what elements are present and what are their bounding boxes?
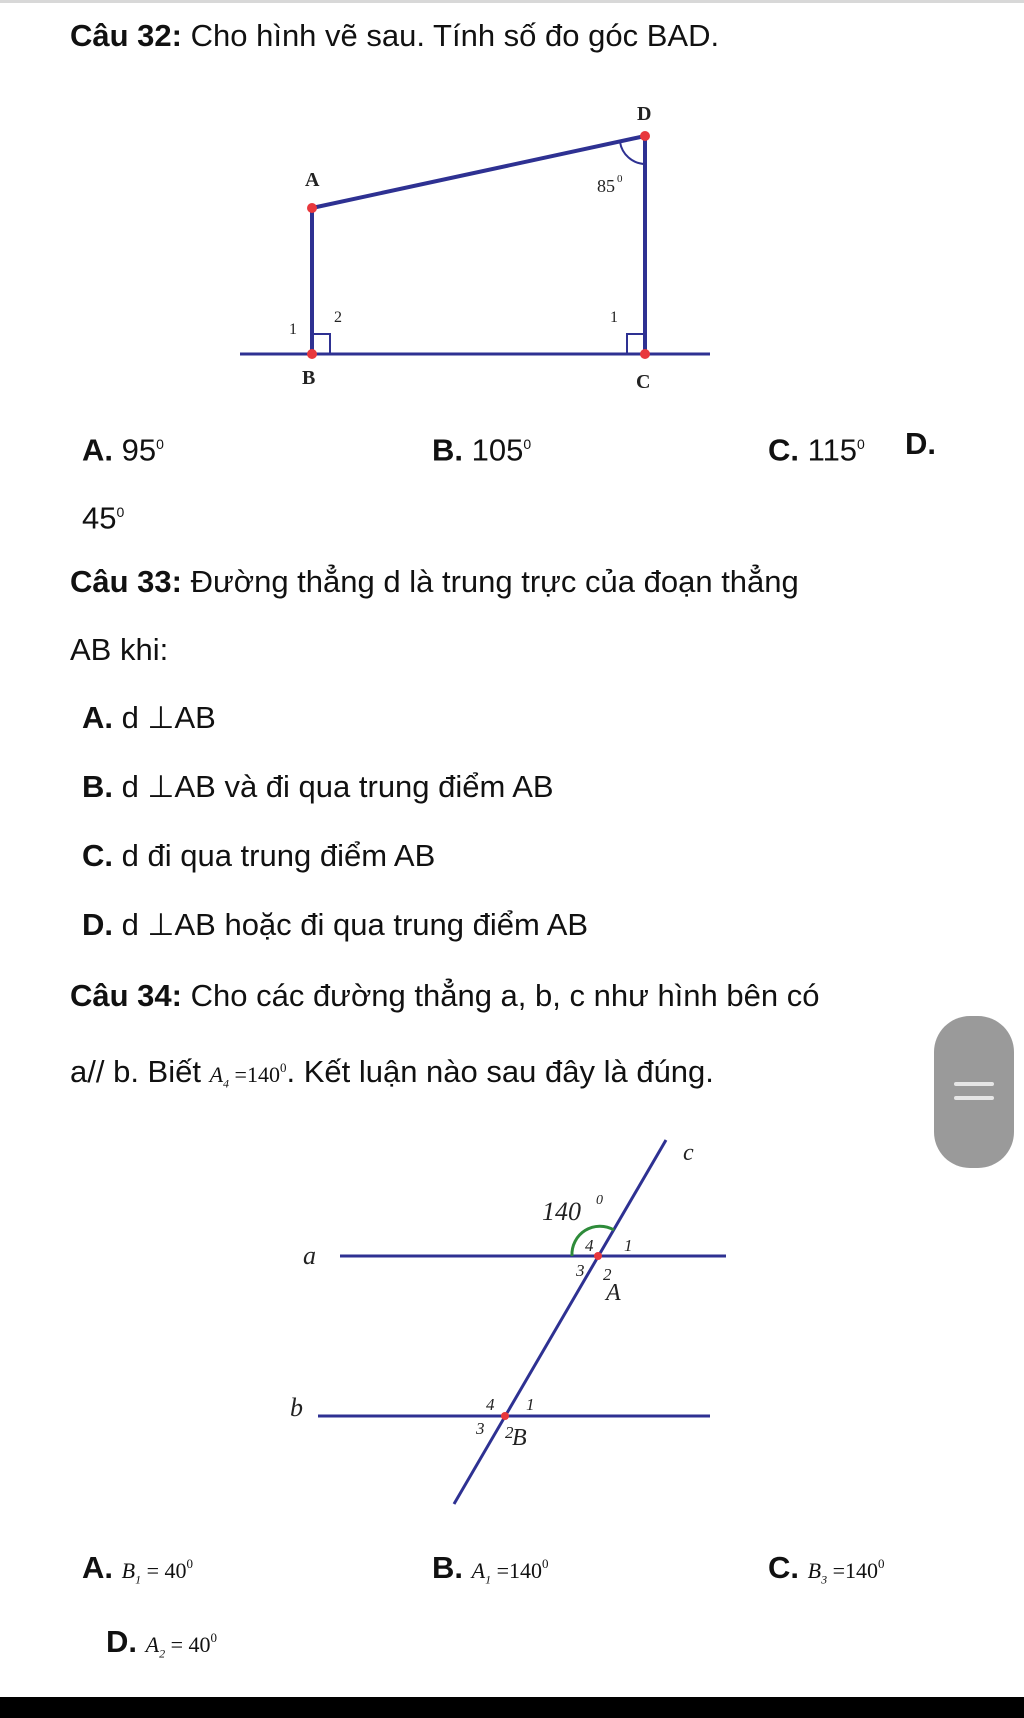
q32-option-d-value: 45 [82, 500, 117, 536]
q34-option-d-eq: = 40 [170, 1632, 211, 1657]
q34-option-d[interactable] [106, 1620, 217, 1671]
q32-option-c-value: 115 [807, 432, 858, 468]
q34-angle-value: 140 [542, 1197, 581, 1226]
q32-label-d: D [637, 103, 652, 125]
q34-point-label-b: B [512, 1425, 527, 1451]
q32-option-b-letter: B. [432, 432, 463, 468]
top-divider [0, 0, 1024, 3]
q34-mark-b2: 2 [505, 1423, 514, 1442]
q34-option-b-math [471, 1556, 549, 1587]
q32-option-b[interactable] [432, 426, 531, 468]
q32-option-a-letter: A. [82, 432, 113, 468]
q34-option-c-math [807, 1556, 885, 1587]
q33-option-a-text: d ⊥AB [121, 700, 216, 735]
q34-label-a: a [303, 1241, 316, 1270]
q32-mark-c1: 1 [610, 309, 618, 326]
q33-title-line1 [70, 564, 799, 600]
q32-point-c [640, 349, 650, 359]
q32-point-b [307, 349, 317, 359]
q34-option-b[interactable] [432, 1546, 549, 1597]
q32-option-b-sup: 0 [523, 436, 532, 452]
q33-text-line1: Đường thẳng d là trung trực của đoạn thẳng [190, 564, 799, 599]
q34-mark-a2: 2 [603, 1265, 612, 1284]
q33-option-c-letter: C. [82, 838, 113, 873]
q33-option-d-letter: D. [82, 907, 113, 942]
q34-figure [0, 1120, 1024, 1520]
q34-mark-a3: 3 [576, 1261, 585, 1280]
q32-mark-b2: 2 [334, 309, 342, 326]
q34-given-var: A [209, 1062, 224, 1087]
q32-mark-b1: 1 [289, 321, 297, 338]
q34-text-line1: Cho các đường thẳng a, b, c như hình bên có [190, 978, 820, 1013]
q32-option-d[interactable] [905, 426, 936, 462]
q32-number: Câu 32: [70, 18, 182, 53]
q34-option-d-math [145, 1630, 217, 1661]
q32-label-b: B [302, 367, 316, 389]
q34-option-d-var: A [145, 1632, 160, 1657]
q32-label-a: A [305, 169, 320, 191]
q32-option-a-value: 95 [121, 432, 157, 468]
q32-option-d-letter: D. [905, 426, 936, 461]
q32-option-b-value: 105 [471, 432, 524, 468]
q34-option-b-eq: =140 [496, 1558, 542, 1583]
q34-text-line2-pre: a// b. Biết [70, 1054, 201, 1089]
q34-option-b-sup: 0 [542, 1556, 549, 1571]
q34-given-angle [209, 1060, 287, 1091]
drag-handle-icon-line2 [954, 1096, 994, 1100]
q34-option-c-sub: 3 [821, 1572, 828, 1587]
q33-option-b-letter: B. [82, 769, 113, 804]
q34-given-sup: 0 [279, 1060, 287, 1075]
q34-option-c[interactable] [768, 1546, 885, 1597]
q34-option-c-sup: 0 [878, 1556, 885, 1571]
q34-option-a[interactable] [82, 1546, 193, 1597]
bottom-system-bar [0, 1697, 1024, 1718]
q32-text: Cho hình vẽ sau. Tính số đo góc BAD. [190, 18, 720, 53]
q33-option-d-text: d ⊥AB hoặc đi qua trung điểm AB [121, 907, 589, 942]
q34-option-c-var: B [807, 1558, 822, 1583]
q32-option-d-sup: 0 [116, 504, 125, 520]
q33-option-c[interactable] [82, 838, 435, 874]
q33-number: Câu 33: [70, 564, 182, 599]
scrollbar-handle[interactable] [934, 1016, 1014, 1168]
q33-option-c-text: d đi qua trung điểm AB [121, 838, 436, 873]
q34-angle-sup: 0 [596, 1193, 603, 1208]
q33-option-b[interactable] [82, 769, 554, 805]
q33-option-a-letter: A. [82, 700, 113, 735]
q32-option-a[interactable] [82, 426, 164, 468]
q34-line-c [454, 1140, 666, 1504]
q34-option-d-sub: 2 [159, 1646, 166, 1661]
q34-option-b-sub: 1 [485, 1572, 492, 1587]
q32-label-c: C [636, 371, 651, 393]
q34-mark-b4: 4 [486, 1395, 495, 1414]
q34-given-sub: 4 [223, 1076, 230, 1091]
q32-option-a-sup: 0 [156, 436, 164, 452]
q34-mark-b1: 1 [526, 1395, 535, 1414]
q34-option-d-letter: D. [106, 1624, 137, 1659]
q34-option-c-letter: C. [768, 1550, 799, 1585]
q34-label-b: b [290, 1393, 303, 1422]
q32-point-a [307, 203, 317, 213]
q32-angle-d-sup: 0 [617, 173, 623, 185]
q34-mark-a4: 4 [585, 1236, 594, 1255]
q34-option-b-letter: B. [432, 1550, 463, 1585]
q32-point-d [640, 131, 650, 141]
q33-option-b-text: d ⊥AB và đi qua trung điểm AB [121, 769, 554, 804]
q34-mark-b3: 3 [476, 1419, 485, 1438]
q33-option-d[interactable] [82, 907, 588, 943]
q34-text-line2-post: . Kết luận nào sau đây là đúng. [286, 1054, 714, 1089]
q34-option-b-var: A [471, 1558, 486, 1583]
q34-option-d-sup: 0 [210, 1630, 217, 1645]
q34-label-c: c [683, 1140, 694, 1166]
q32-angle-arc-d [620, 142, 645, 164]
q34-option-a-sub: 1 [135, 1572, 142, 1587]
q32-option-d-value-line[interactable] [82, 494, 124, 536]
q34-title-line1 [70, 978, 819, 1014]
q32-figure [0, 90, 1024, 410]
q34-option-a-sup: 0 [186, 1556, 193, 1571]
q32-title [70, 18, 719, 54]
q34-option-a-math [121, 1556, 193, 1587]
q32-option-c[interactable] [768, 426, 865, 468]
q34-option-a-letter: A. [82, 1550, 113, 1585]
q34-option-a-eq: = 40 [146, 1558, 187, 1583]
q32-angle-d-value: 85 [597, 176, 615, 196]
q34-point-a [594, 1252, 602, 1260]
q33-text-line2: AB khi: [70, 632, 169, 667]
q32-option-c-letter: C. [768, 432, 799, 468]
drag-handle-icon [954, 1082, 994, 1086]
q34-number: Câu 34: [70, 978, 182, 1013]
q34-option-c-eq: =140 [832, 1558, 878, 1583]
q32-segment-ad [312, 136, 645, 208]
q34-point-label-a: A [606, 1280, 621, 1306]
q34-option-a-var: B [121, 1558, 136, 1583]
q34-given-eq: =140 [234, 1062, 280, 1087]
q34-point-b [501, 1412, 509, 1420]
q33-option-a[interactable] [82, 700, 216, 736]
q34-mark-a1: 1 [624, 1236, 633, 1255]
q32-option-c-sup: 0 [857, 436, 865, 452]
q34-text-line2 [70, 1050, 714, 1101]
